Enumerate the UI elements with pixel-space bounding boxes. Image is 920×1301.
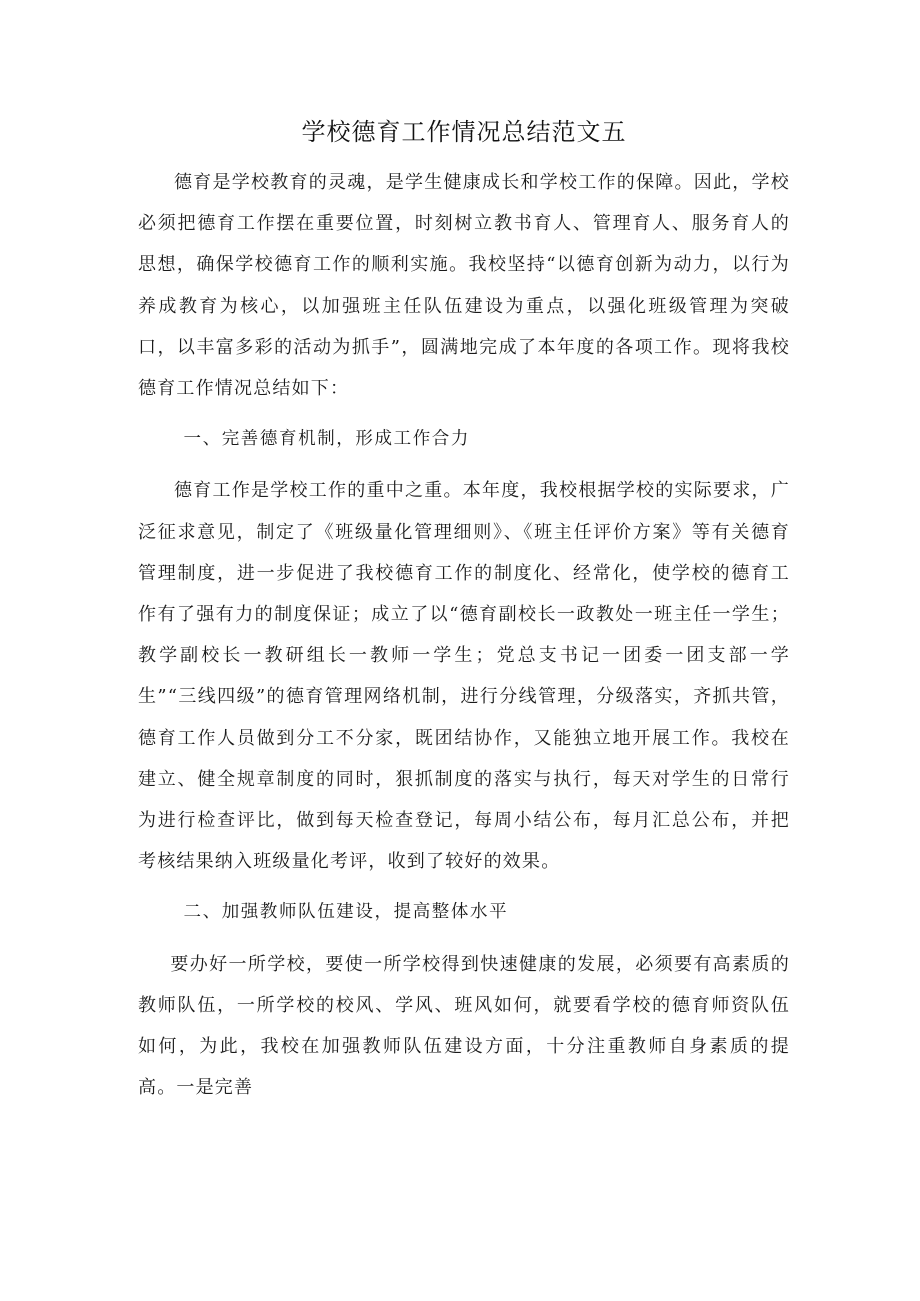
document-title: 学校德育工作情况总结范文五 [301,118,627,146]
section-heading-1: 一、完善德育机制，形成工作合力 [183,429,470,450]
intro-paragraph: 德育是学校教育的灵魂，是学生健康成长和学校工作的保障。因此，学校必须把德育工作摆在重要位置，时刻树立教书育人、管理育人、服务育人的思想，确保学校德育工作的顺利实施。我校坚持“以德育创新为动力，以行为养成教育为核心，以加强班主任队伍建设为重点，以强化班级管理为突破口，以丰富多彩的活动为抓手”，圆满地完成了本年度的各项工作。现将我校德育工作情况总结如下： [138,172,790,400]
section-2-paragraph: 要办好一所学校，要使一所学校得到快速健康的发展，必须要有高素质的教师队伍，一所学校的校风、学风、班风如何，就要看学校的德育师资队伍如何，为此，我校在加强教师队伍建设方面，十分注重教师自身素质的提高。一是完善 [138,953,790,1099]
section-1-paragraph: 德育工作是学校工作的重中之重。本年度，我校根据学校的实际要求，广泛征求意见，制定了《班级量化管理细则》、《班主任评价方案》等有关德育管理制度，进一步促进了我校德育工作的制度化、经常化，使学校的德育工作有了强有力的制度保证；成立了以“德育副校长一政教处一班主任一学生；教学副校长一教研组长一教师一学生；党总支书记一团委一团支部一学生”“三线四级”的德育管理网络机制，进行分线管理，分级落实，齐抓共管，德育工作人员做到分工不分家，既团结协作，又能独立地开展工作。我校在建立、健全规章制度的同时，狠抓制度的落实与执行，每天对学生的日常行为进行检查评比，做到每天检查登记，每周小结公布，每月汇总公布，并把考核结果纳入班级量化考评，收到了较好的效果。 [138,480,790,873]
section-heading-2: 二、加强教师队伍建设，提高整体水平 [183,902,509,923]
